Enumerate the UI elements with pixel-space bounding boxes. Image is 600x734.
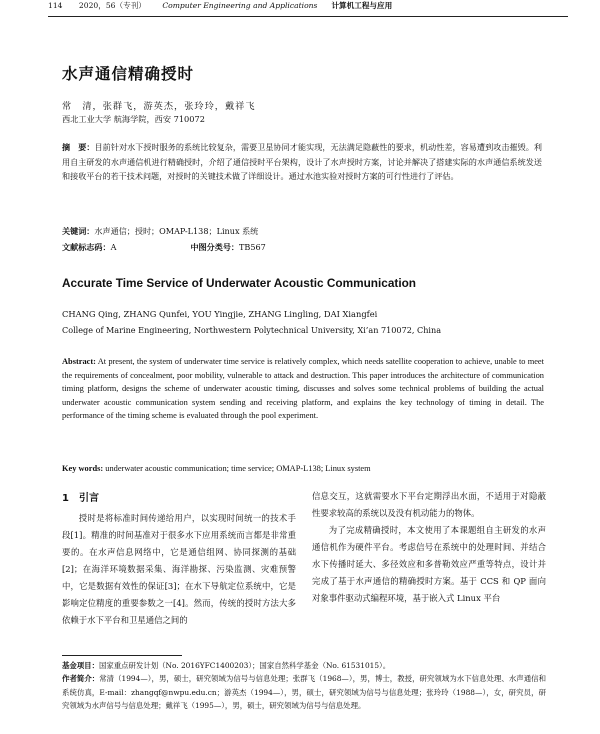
affiliation-en: College of Marine Engineering, Northwestern Polytechnical University, Xi’an 710072, China — [62, 325, 442, 335]
author-bio-note — [62, 672, 546, 712]
funding-text: 国家重点研发计划（No. 2016YFC1400203）；国家自然科学基金（No. 61531015）。 — [98, 661, 391, 670]
abstract-en — [62, 355, 544, 423]
affiliation-cn: 西北工业大学 航海学院，西安 710072 — [62, 114, 205, 124]
keywords-en-label: Key words: — [62, 464, 104, 473]
keywords-cn-text: 水声通信；授时；OMAP-L138；Linux 系统 — [94, 226, 259, 236]
class-number-value: TB567 — [239, 242, 266, 252]
abstract-cn-label: 摘 要： — [62, 142, 95, 152]
abstract-cn — [62, 140, 542, 184]
doc-code-label: 文献标志码： — [62, 242, 111, 252]
volume-info: 2020，56（专刊） — [78, 1, 146, 10]
author-bio-text: 常清（1994—），男，硕士，研究领域为信号与信息处理；张群飞（1968—），男，博士，教授，研究领域为水下信息处理、水声通信和系统仿真，E-mail：zhangqf@nwpu.edu.cn；游英杰（1994—），男，硕士，研究领域为信号与信息处理；张玲玲（1988—），女，研究员，研究领域为水声信号与信息处理；戴祥飞（1995—），男，硕士，研究领域为信号与信息处理。 — [62, 674, 546, 711]
section-heading-introduction: 1 引言 — [62, 493, 99, 504]
abstract-en-label: Abstract: — [62, 357, 96, 366]
funding-label: 基金项目： — [62, 661, 99, 670]
title-cn: 水声通信精确授时 — [62, 65, 195, 83]
page-number: 114 — [48, 1, 63, 10]
body-column-left — [62, 488, 296, 629]
abstract-en-text: At present, the system of underwater time service is relatively complex, which needs satellite cooperation to achieve, unable to meet the requirements of concealment, poor mobility, vulnerable to attack and destruction. This paper introduces the architecture of communication timing platform, designs the scheme of underwater acoustic timing, discusses and solves some technical problems of building the actual underwater acoustic communication system sending and receiving platform, and explains the key technology of timing in detail. The performance of the timing scheme is evaluated through the pool experiment. — [62, 357, 544, 421]
doc-code-value: A — [110, 242, 117, 252]
body-column-right — [312, 488, 546, 607]
keywords-en-text: underwater acoustic communication; time service; OMAP-L138; Linux system — [105, 464, 371, 473]
body-paragraph: 授时是将标准时间传递给用户，以实现时间统一的技术手段[1]。精准的时间基准对于很多水下应用系统而言都是非常重要的。在水声信息网络中，它是通信组网、协同探测的基础[2]；在海洋环境数据采集、海洋勘探、污染监测、灾难预警中，它是数据有效性的保证[3]；在水下导航定位系统中，它是影响定位精度的重要参数之一[4]。然而，传统的授时方法大多依赖于水下平台和卫星通信之间的 — [62, 513, 296, 625]
title-en: Accurate Time Service of Underwater Acoustic Communication — [62, 276, 417, 290]
keywords-en — [62, 464, 371, 473]
footnotes — [62, 659, 546, 713]
authors-cn: 常 清，张群飞，游英杰，张玲玲，戴祥飞 — [62, 101, 256, 112]
keywords-cn — [62, 226, 258, 237]
footnote-divider — [62, 655, 182, 656]
body-paragraph: 为了完成精确授时，本文使用了本课题组自主研发的水声通信机作为硬件平台。考虑信号在系统中的处理时间、并结合水下传播时延大、多径效应和多普勒效应严重等特点，设计并完成了基于水声通信的精确授时方案。基于 CCS 和 QP 面向对象事件驱动式编程环境，基于嵌入式 Linux 平台 — [312, 525, 546, 603]
journal-name-cn: 计算机工程与应用 — [331, 1, 393, 10]
body-paragraph-continued: 信息交互，这就需要水下平台定期浮出水面，不适用于对隐蔽性要求较高的系统以及没有机动能力的物体。 — [312, 491, 546, 518]
running-header — [48, 0, 568, 17]
author-bio-label: 作者简介： — [62, 674, 100, 684]
authors-en: CHANG Qing, ZHANG Qunfei, YOU Yingjie, ZHANG Lingling, DAI Xiangfei — [62, 309, 378, 319]
funding-note — [62, 659, 546, 672]
class-number-label: 中图分类号： — [190, 242, 240, 252]
abstract-cn-text: 目前针对水下授时服务的系统比较复杂，需要卫星协同才能实现，无法满足隐蔽性的要求，机动性差，容易遭到攻击摧毁。利用自主研发的水声通信机进行精确授时，介绍了通信授时平台架构，设计了水声授时方案，讨论并解决了搭建实际的水声通信系统发送和接收平台的若干技术问题，对授时的关键技术做了详细设计。通过水池实验对授时方案的可行性进行了评估。 — [62, 142, 542, 182]
journal-name-en: Computer Engineering and Applications — [162, 1, 318, 10]
document-ids — [62, 242, 266, 253]
keywords-cn-label: 关键词： — [62, 226, 95, 236]
